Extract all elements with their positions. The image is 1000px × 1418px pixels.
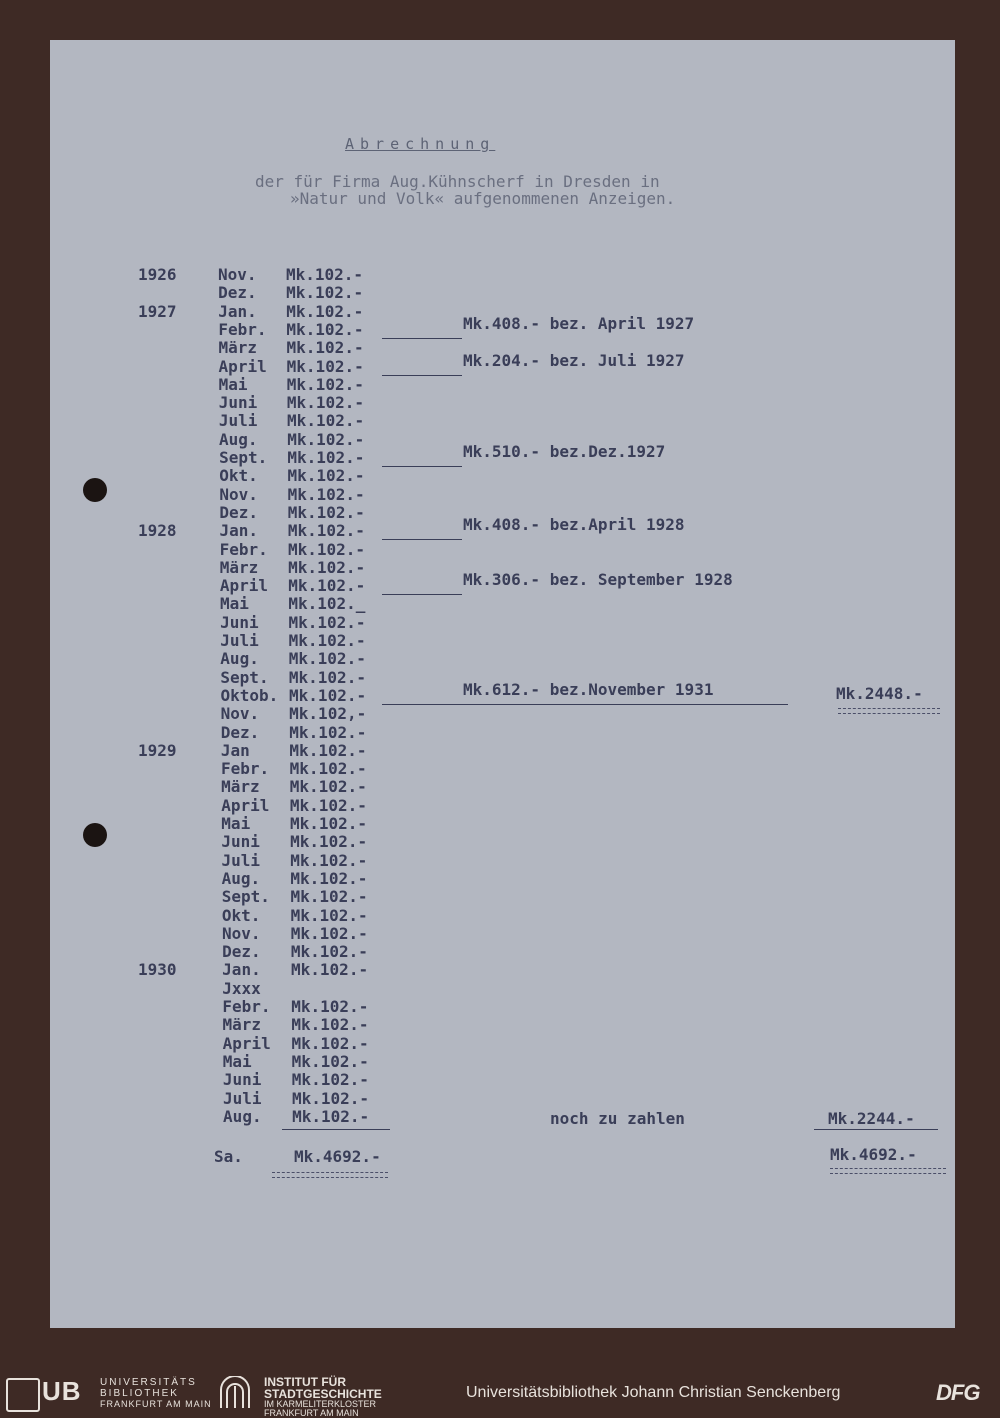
monthly-amount: Mk.102.-: [291, 1015, 369, 1035]
monthly-amount: Mk.102.-: [288, 667, 366, 687]
month-label: Sept.: [220, 667, 269, 687]
payment-note: Mk.612.- bez.November 1931: [463, 679, 714, 699]
monthly-amount: Mk.102.-: [289, 795, 367, 815]
month-label: März: [221, 777, 260, 797]
month-label: Jan.: [218, 301, 257, 321]
month-label: Aug.: [221, 868, 261, 888]
monthly-amount: Mk.102.-: [292, 1106, 370, 1126]
month-label: Oktob.: [220, 685, 279, 705]
payment-connector-rule: [382, 704, 788, 705]
monthly-amount: Mk.102.-: [291, 997, 369, 1016]
monthly-amount: Mk.102.-: [287, 429, 365, 449]
monthly-amount: Mk.102.-: [289, 777, 367, 797]
monthly-amount: Mk.102.-: [291, 1033, 369, 1053]
month-label: Jxxx: [222, 978, 261, 998]
month-label: März: [219, 557, 259, 577]
month-label: April: [222, 1033, 271, 1053]
monthly-amount: Mk.102.-: [286, 393, 364, 413]
month-label: Okt.: [219, 466, 258, 486]
month-label: Mai: [218, 374, 248, 394]
monthly-amount: Mk.102.-: [291, 960, 369, 980]
remaining-label: noch zu zahlen: [550, 1109, 685, 1128]
monthly-amount: Mk.102.-: [289, 740, 367, 760]
month-label: Febr.: [219, 539, 268, 559]
remaining-underline: [814, 1129, 938, 1130]
month-label: Mai: [221, 814, 251, 833]
year-label: 1928: [138, 521, 177, 541]
monthly-amount: Mk.102.-: [287, 502, 365, 522]
isg-line2: STADTGESCHICHTE: [264, 1387, 382, 1401]
monthly-amount: Mk.102._: [288, 594, 366, 614]
isg-line1: INSTITUT FÜR: [264, 1375, 346, 1389]
payment-connector-rule: [382, 338, 462, 339]
monthly-amount: Mk.102.-: [290, 887, 368, 907]
isg-line4: FRANKFURT AM MAIN: [264, 1408, 359, 1418]
month-label: Juli: [222, 1088, 262, 1108]
month-label: Dez.: [220, 722, 260, 742]
dfg-logo: DFG: [936, 1380, 980, 1405]
ub-line2: BIBLIOTHEK: [100, 1388, 179, 1399]
month-label: Dez.: [218, 283, 257, 303]
month-label: April: [221, 795, 270, 815]
monthly-amount: Mk.102,-: [289, 704, 367, 724]
isg-line3: IM KARMELITERKLOSTER: [264, 1399, 377, 1409]
month-label: Dez.: [219, 502, 258, 522]
remaining-amount: Mk.2244.-: [828, 1109, 915, 1128]
document-title: Abrechnung: [345, 135, 496, 153]
month-label: Juli: [221, 850, 261, 870]
monthly-amount: Mk.102.-: [288, 612, 366, 632]
month-label: Aug.: [218, 429, 258, 449]
grand-total-double-rule: [830, 1168, 946, 1174]
monthly-amount: Mk.102.-: [289, 722, 367, 742]
month-label: Jan.: [219, 521, 259, 541]
month-label: Jan.: [222, 960, 261, 980]
month-label: Sept.: [219, 448, 268, 467]
month-label: Mai: [219, 594, 249, 614]
month-label: Dez.: [222, 942, 261, 962]
paid-total-double-rule: [838, 708, 940, 714]
monthly-amount: Mk.102.-: [286, 374, 364, 394]
monthly-amount: Mk.102.-: [290, 923, 368, 943]
payment-connector-rule: [382, 466, 462, 467]
monthly-amount: Mk.102.-: [286, 338, 364, 358]
month-label: Juni: [220, 612, 259, 632]
month-label: März: [218, 338, 257, 358]
library-name: Universitätsbibliothek Johann Christian Senckenberg: [466, 1384, 841, 1401]
grand-total: Mk.4692.-: [830, 1145, 917, 1164]
month-label: Febr.: [222, 997, 271, 1016]
month-label: April: [218, 356, 267, 376]
month-label: Juli: [218, 411, 258, 431]
ub-logo-icon: [6, 1378, 40, 1412]
month-label: Nov.: [220, 704, 260, 724]
payment-note: Mk.204.- bez. Juli 1927: [463, 350, 685, 370]
paid-total: Mk.2448.-: [836, 684, 923, 703]
year-label: 1930: [138, 960, 177, 980]
monthly-amount: Mk.102.-: [287, 539, 366, 559]
monthly-amount: Mk.102.-: [288, 576, 366, 596]
monthly-amount: Mk.102.-: [288, 557, 366, 577]
sum-amount: Mk.4692.-: [294, 1147, 381, 1166]
payment-note: Mk.408.- bez.April 1928: [463, 515, 685, 535]
ub-abbr: UB: [42, 1376, 82, 1406]
document-subtitle-line2: »Natur und Volk« aufgenommenen Anzeigen.: [290, 189, 676, 208]
month-label: Aug.: [223, 1106, 262, 1126]
monthly-amount: Mk.102.-: [290, 868, 368, 888]
monthly-amount: Mk.102.-: [291, 1088, 369, 1108]
month-label: Febr.: [218, 319, 267, 339]
ub-line1: UNIVERSITÄTS: [100, 1377, 197, 1388]
payment-note: Mk.306.- bez. September 1928: [463, 570, 733, 590]
monthly-amount: Mk.102.-: [289, 685, 367, 705]
punch-hole-bottom: [83, 823, 107, 847]
month-label: Nov.: [221, 923, 261, 943]
month-label: März: [222, 1015, 262, 1035]
month-label: Aug.: [220, 649, 259, 669]
ub-line3: FRANKFURT AM MAIN: [100, 1399, 212, 1409]
monthly-amount: Mk.102.-: [287, 466, 365, 486]
monthly-amount: Mk.102.-: [287, 448, 365, 467]
monthly-amount: Mk.102.-: [290, 905, 368, 925]
payment-connector-rule: [382, 594, 462, 595]
document-subtitle-line1: der für Firma Aug.Kühnscherf in Dresden in: [255, 172, 660, 191]
sum-label: Sa.: [214, 1147, 243, 1166]
month-label: Nov.: [218, 265, 257, 284]
monthly-amount: Mk.102.-: [287, 521, 365, 541]
monthly-amount: Mk.102.-: [287, 484, 365, 504]
year-label: 1927: [138, 301, 177, 321]
month-label: Nov.: [219, 484, 258, 504]
monthly-amount: Mk.102.-: [288, 631, 366, 650]
monthly-amount: Mk.102.-: [291, 1051, 369, 1071]
month-label: Sept.: [221, 887, 270, 907]
month-label: Okt.: [221, 905, 261, 925]
monthly-amount: Mk.102.-: [289, 759, 367, 779]
payment-note: Mk.510.- bez.Dez.1927: [463, 442, 666, 461]
monthly-amount: Mk.102.-: [286, 265, 364, 284]
payment-connector-rule: [382, 539, 462, 540]
month-label: April: [219, 576, 269, 596]
punch-hole-top: [83, 478, 107, 502]
monthly-amount: Mk.102.-: [290, 942, 368, 962]
monthly-amount: Mk.102.-: [286, 319, 364, 339]
year-label: 1926: [138, 265, 177, 284]
monthly-amount: Mk.102.-: [286, 356, 364, 376]
month-label: Juli: [220, 631, 259, 650]
monthly-amount: Mk.102.-: [290, 832, 368, 852]
month-label: Juni: [221, 832, 260, 852]
monthly-amount: Mk.102.-: [289, 814, 368, 833]
month-label: Juni: [218, 393, 258, 413]
monthly-amount: Mk.102.-: [286, 283, 364, 303]
last-entry-underline: [282, 1129, 390, 1130]
footer-bar: [0, 1368, 1000, 1418]
payment-connector-rule: [382, 375, 462, 376]
monthly-amount: Mk.102.-: [290, 850, 368, 870]
monthly-amount: Mk.102.-: [291, 1070, 369, 1090]
monthly-amount: Mk.102.-: [287, 411, 365, 431]
payment-note: Mk.408.- bez. April 1927: [463, 313, 695, 333]
year-label: 1929: [138, 740, 177, 760]
monthly-amount: Mk.102.-: [286, 301, 364, 321]
monthly-amount: Mk.102.-: [288, 649, 366, 669]
month-label: Febr.: [220, 759, 270, 779]
month-label: Juni: [222, 1070, 262, 1090]
month-label: Mai: [222, 1051, 252, 1071]
sum-double-rule: [272, 1172, 388, 1178]
month-label: Jan: [220, 740, 250, 760]
isg-logo-icon: [218, 1376, 252, 1410]
